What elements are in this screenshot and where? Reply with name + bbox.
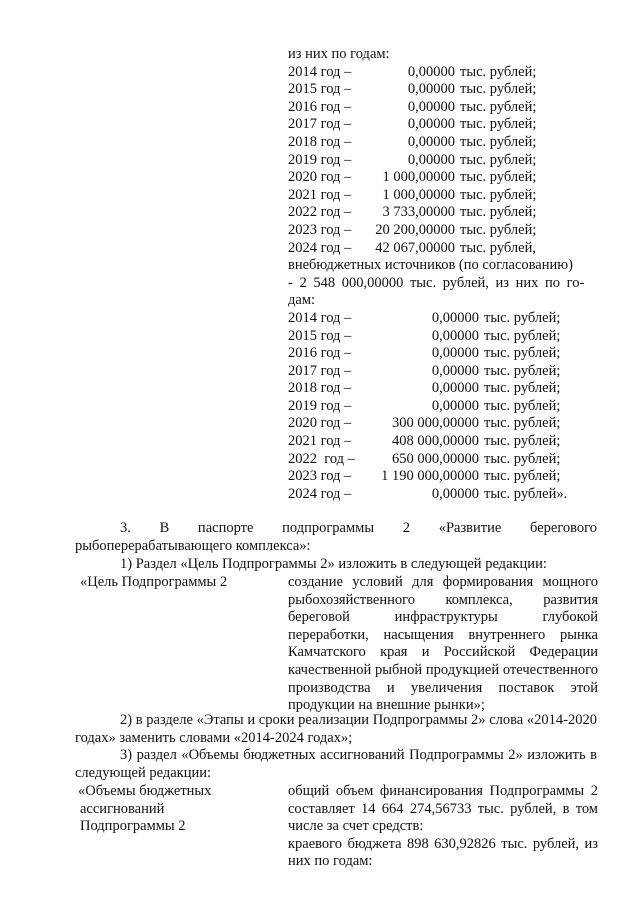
volumes-label-line-1: «Объемы бюджетных bbox=[78, 783, 212, 799]
goal-text: создание условий для формирования мощного рыбохозяйственного комплекса, развития береговой инфраструктуры глубокой переработки, насыщения внутреннего рынка Камчатского края и Российской Федерации качественной рыбной продукцией отечественного производства и увеличения поставок этой продукции на внешние рынки»; bbox=[288, 574, 598, 714]
year-label: 2014 год – bbox=[288, 63, 352, 80]
amount-unit: тыс. рублей». bbox=[484, 485, 568, 502]
year-label: 2022 год – bbox=[288, 204, 352, 221]
amount-value: 408 000,00000 bbox=[392, 433, 479, 450]
volumes-label bbox=[78, 783, 268, 836]
year-label: 2019 год – bbox=[288, 151, 352, 168]
item1-text: 1) Раздел «Цель Подпрограммы 2» изложить в следующей редакции: bbox=[120, 556, 547, 572]
section3-intro: 3. В паспорте подпрограммы 2 «Развитие берегового рыбоперерабатывающего комплекса»: bbox=[75, 520, 597, 554]
amount-unit: тыс. рублей; bbox=[484, 345, 561, 362]
volumes-text-regional: краевого бюджета 898 630,92826 тыс. рублей, из них по годам: bbox=[288, 835, 598, 870]
year-label: 2016 год – bbox=[288, 345, 352, 362]
amount-value: 0,00000 bbox=[431, 397, 479, 414]
item3-text: 3) раздел «Объемы бюджетных ассигнований Подпрограммы 2» изложить в следующей редакции: bbox=[75, 747, 597, 781]
year-row bbox=[288, 187, 598, 205]
year-row bbox=[288, 116, 598, 134]
year-row bbox=[288, 240, 598, 258]
year-label: 2015 год – bbox=[288, 327, 352, 344]
year-row bbox=[288, 433, 598, 451]
year-label: 2018 год – bbox=[288, 380, 352, 397]
amount-unit: тыс. рублей; bbox=[460, 63, 537, 80]
amount-value: 1 190 000,00000 bbox=[381, 468, 479, 485]
amount-value: 0,00000 bbox=[407, 133, 455, 150]
amount-value: 0,00000 bbox=[431, 327, 479, 344]
amount-value: 20 200,00000 bbox=[375, 221, 455, 238]
year-label: 2023 год – bbox=[288, 468, 352, 485]
amount-value: 0,00000 bbox=[431, 309, 479, 326]
amount-unit: тыс. рублей, bbox=[460, 239, 536, 256]
year-row bbox=[288, 345, 598, 363]
year-label: 2015 год – bbox=[288, 81, 352, 98]
amount-unit: тыс. рублей; bbox=[460, 169, 537, 186]
year-label: 2021 год – bbox=[288, 433, 352, 450]
year-row bbox=[288, 468, 598, 486]
amount-unit: тыс. рублей; bbox=[484, 433, 561, 450]
year-row bbox=[288, 415, 598, 433]
amount-unit: тыс. рублей; bbox=[484, 327, 561, 344]
amount-unit: тыс. рублей; bbox=[460, 116, 537, 133]
amount-value: 0,00000 bbox=[407, 98, 455, 115]
year-label: 2019 год – bbox=[288, 397, 352, 414]
year-row bbox=[288, 486, 598, 504]
extrabudget-line-1: внебюджетных источников (по согласованию) bbox=[288, 257, 573, 274]
year-row bbox=[288, 398, 598, 416]
amount-value: 1 000,00000 bbox=[382, 186, 455, 203]
year-label: 2021 год – bbox=[288, 186, 352, 203]
amount-unit: тыс. рублей; bbox=[484, 397, 561, 414]
volumes-text bbox=[288, 783, 598, 871]
goal-label: «Цель Подпрограммы 2 bbox=[80, 574, 228, 590]
volumes-text-total: общий объем финансирования Подпрограммы 2 составляет 14 664 274,56733 тыс. рублей, в том числе за счет средств: bbox=[288, 783, 598, 835]
amount-unit: тыс. рублей; bbox=[484, 450, 561, 467]
year-row bbox=[288, 152, 598, 170]
year-label: 2023 год – bbox=[288, 221, 352, 238]
amount-unit: тыс. рублей; bbox=[484, 415, 561, 432]
amount-unit: тыс. рублей; bbox=[460, 81, 537, 98]
amount-value: 0,00000 bbox=[431, 362, 479, 379]
amount-unit: тыс. рублей; bbox=[460, 186, 537, 203]
amount-unit: тыс. рублей; bbox=[484, 362, 561, 379]
year-row bbox=[288, 363, 598, 381]
amount-unit: тыс. рублей; bbox=[460, 221, 537, 238]
year-label: 2018 год – bbox=[288, 133, 352, 150]
year-row bbox=[288, 380, 598, 398]
year-row bbox=[288, 222, 598, 240]
year-label: 2024 год – bbox=[288, 485, 352, 502]
year-label: 2017 год – bbox=[288, 116, 352, 133]
year-row bbox=[288, 99, 598, 117]
amount-value: 0,00000 bbox=[407, 151, 455, 168]
amount-value: 0,00000 bbox=[431, 485, 479, 502]
amount-unit: тыс. рублей; bbox=[460, 98, 537, 115]
amount-value: 0,00000 bbox=[431, 380, 479, 397]
year-row bbox=[288, 204, 598, 222]
amount-unit: тыс. рублей; bbox=[484, 380, 561, 397]
item2-text: 2) в разделе «Этапы и сроки реализации Подпрограммы 2» слова «2014-2020 годах» заменить словами «2014-2024 годах»; bbox=[75, 712, 597, 746]
amount-value: 1 000,00000 bbox=[382, 169, 455, 186]
volumes-label-line-3: Подпрограммы 2 bbox=[80, 818, 186, 835]
year-row bbox=[288, 134, 598, 152]
year-label: 2024 год – bbox=[288, 239, 352, 256]
amount-value: 300 000,00000 bbox=[392, 415, 479, 432]
year-label: 2020 год – bbox=[288, 415, 352, 432]
list-header: из них по годам: bbox=[288, 46, 390, 62]
amount-value: 3 733,00000 bbox=[382, 204, 455, 221]
extrabudget-line-2: - 2 548 000,00000 тыс. рублей, из них по го- bbox=[288, 274, 585, 291]
amount-value: 0,00000 bbox=[407, 116, 455, 133]
year-row bbox=[288, 328, 598, 346]
amount-value: 0,00000 bbox=[431, 345, 479, 362]
amount-unit: тыс. рублей; bbox=[484, 309, 561, 326]
amount-unit: тыс. рублей; bbox=[484, 468, 561, 485]
year-row bbox=[288, 451, 598, 469]
year-label: 2017 год – bbox=[288, 362, 352, 379]
funding-by-year-list-1 bbox=[288, 46, 598, 503]
amount-unit: тыс. рублей; bbox=[460, 151, 537, 168]
amount-value: 0,00000 bbox=[407, 81, 455, 98]
extrabudget-line-3: дам: bbox=[288, 292, 316, 309]
amount-unit: тыс. рублей; bbox=[460, 133, 537, 150]
volumes-label-line-2: ассигнований bbox=[80, 800, 165, 817]
year-label: 2020 год – bbox=[288, 169, 352, 186]
year-label: 2014 год – bbox=[288, 309, 352, 326]
year-label: 2016 год – bbox=[288, 98, 352, 115]
year-row bbox=[288, 169, 598, 187]
amount-value: 650 000,00000 bbox=[392, 450, 479, 467]
amount-value: 0,00000 bbox=[407, 63, 455, 80]
year-row bbox=[288, 310, 598, 328]
amount-value: 42 067,00000 bbox=[375, 239, 455, 256]
year-label: 2022 год – bbox=[288, 450, 355, 467]
amount-unit: тыс. рублей; bbox=[460, 204, 537, 221]
year-row bbox=[288, 81, 598, 99]
year-row bbox=[288, 64, 598, 82]
